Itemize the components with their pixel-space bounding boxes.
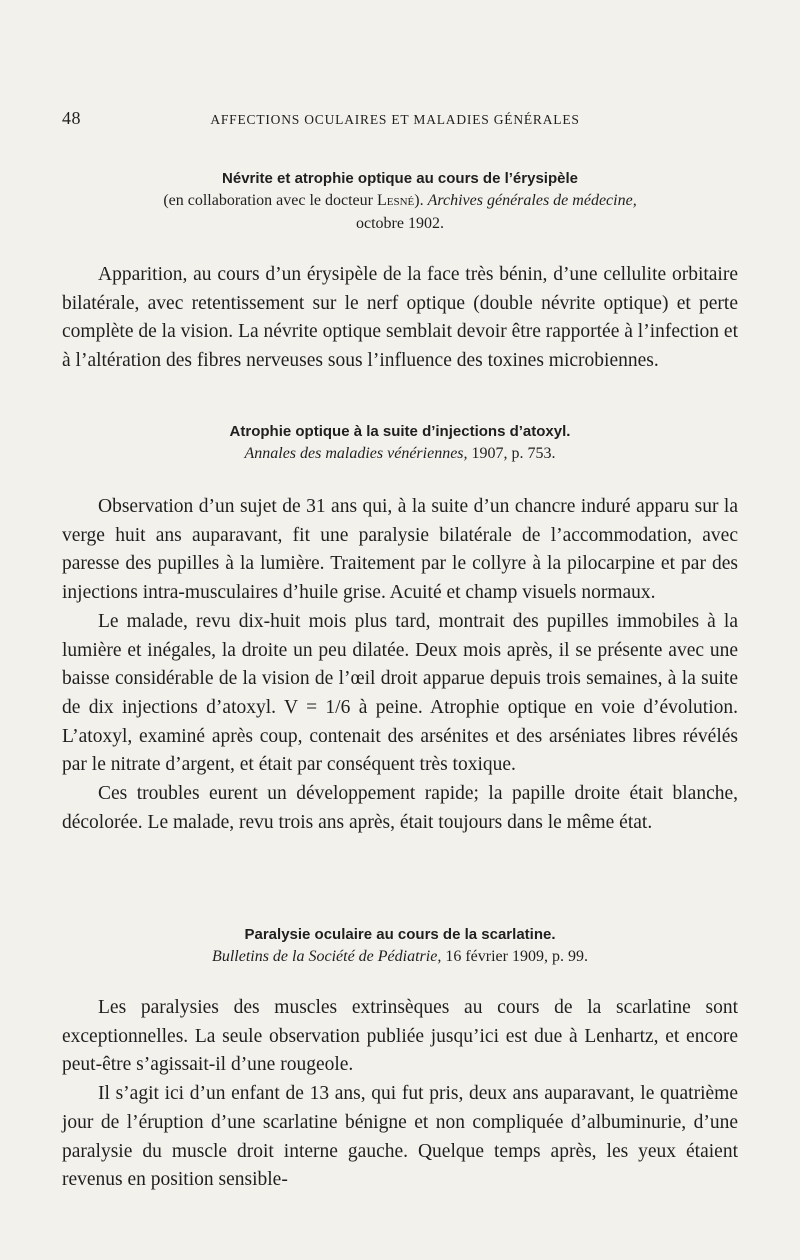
citation-author: Lesné bbox=[376, 192, 415, 209]
paragraph: Apparition, au cours d’un érysipèle de la face très bénin, d’une cellulite orbitaire bilatérale, avec retentissement sur le nerf optique (double névrite optique) et perte complète de la vision. La névrite optique semblait devoir être rapportée à l’infection et à l’altération des fibres nerveuses sous l’influence des toxines microbiennes. bbox=[62, 264, 738, 372]
section-atoxyl bbox=[62, 423, 738, 837]
running-title: AFFECTIONS OCULAIRES ET MALADIES GÉNÉRALES bbox=[210, 112, 580, 127]
citation-journal: Annales des maladies vénériennes, bbox=[244, 445, 468, 462]
section-citation bbox=[62, 442, 738, 465]
paragraph: Le malade, revu dix-huit mois plus tard, montrait des pupilles immobiles à la lumière et inégales, la droite un peu dilatée. Deux mois après, il se présente avec une baisse considérable de la vision de l’œil droit apparue depuis trois semaines, à la suite de dix injections d’atoxyl. V = 1/6 à peine. Atrophie optique en voie d’évolution. L’atoxyl, examiné après coup, contenait des arsénites et des arséniates libres révélés par le nitrate d’argent, et était par conséquent très toxique. bbox=[62, 610, 738, 776]
paragraph: Il s’agit ici d’un enfant de 13 ans, qui fut pris, deux ans auparavant, le quatrième jour de l’éruption d’une scarlatine bénigne et non compliquée d’albuminurie, d’une paralysie du muscle droit interne gauche. Quelque temps après, les yeux étaient revenus en position sensible- bbox=[62, 1083, 738, 1191]
citation-ref: 16 février 1909, p. 99. bbox=[441, 948, 588, 965]
section-citation bbox=[62, 945, 738, 968]
page-number: 48 bbox=[62, 108, 81, 128]
section-erysipele bbox=[62, 170, 738, 376]
page-header bbox=[62, 108, 728, 136]
citation-journal: Bulletins de la Société de Pédiatrie, bbox=[212, 948, 442, 965]
citation-ref: 1907, p. 753. bbox=[467, 445, 556, 462]
section-title: Névrite et atrophie optique au cours de l’érysipèle bbox=[222, 170, 578, 187]
section-scarlatine bbox=[62, 926, 738, 1195]
section-title: Paralysie oculaire au cours de la scarlatine. bbox=[244, 926, 556, 943]
paragraph: Les paralysies des muscles extrinsèques au cours de la scarlatine sont exceptionnelles. La seule observation publiée jusqu’ici est due à Lenhartz, et encore peut-être s’agissait-il d’une rougeole. bbox=[62, 997, 738, 1076]
paragraph: Ces troubles eurent un développement rapide; la papille droite était blanche, décolorée. Le malade, revu trois ans après, était toujours dans le même état. bbox=[62, 783, 738, 833]
citation-journal: Archives générales de médecine, bbox=[427, 192, 637, 209]
paragraph: Observation d’un sujet de 31 ans qui, à la suite d’un chancre induré apparu sur la verge huit ans auparavant, fit une paralysie bilatérale de l’accommodation, avec paresse des pupilles à la lumière. Traitement par le collyre à la pilocarpine et par des injections intra-musculaires d’huile grise. Acuité et champ visuels normaux. bbox=[62, 496, 738, 604]
citation-date: octobre 1902. bbox=[356, 215, 444, 232]
section-citation: (en collaboration avec le docteur Lesné). Archives générales de médecine, octobre 1902. bbox=[163, 192, 637, 232]
section-title: Atrophie optique à la suite d’injections d’atoxyl. bbox=[229, 423, 571, 440]
